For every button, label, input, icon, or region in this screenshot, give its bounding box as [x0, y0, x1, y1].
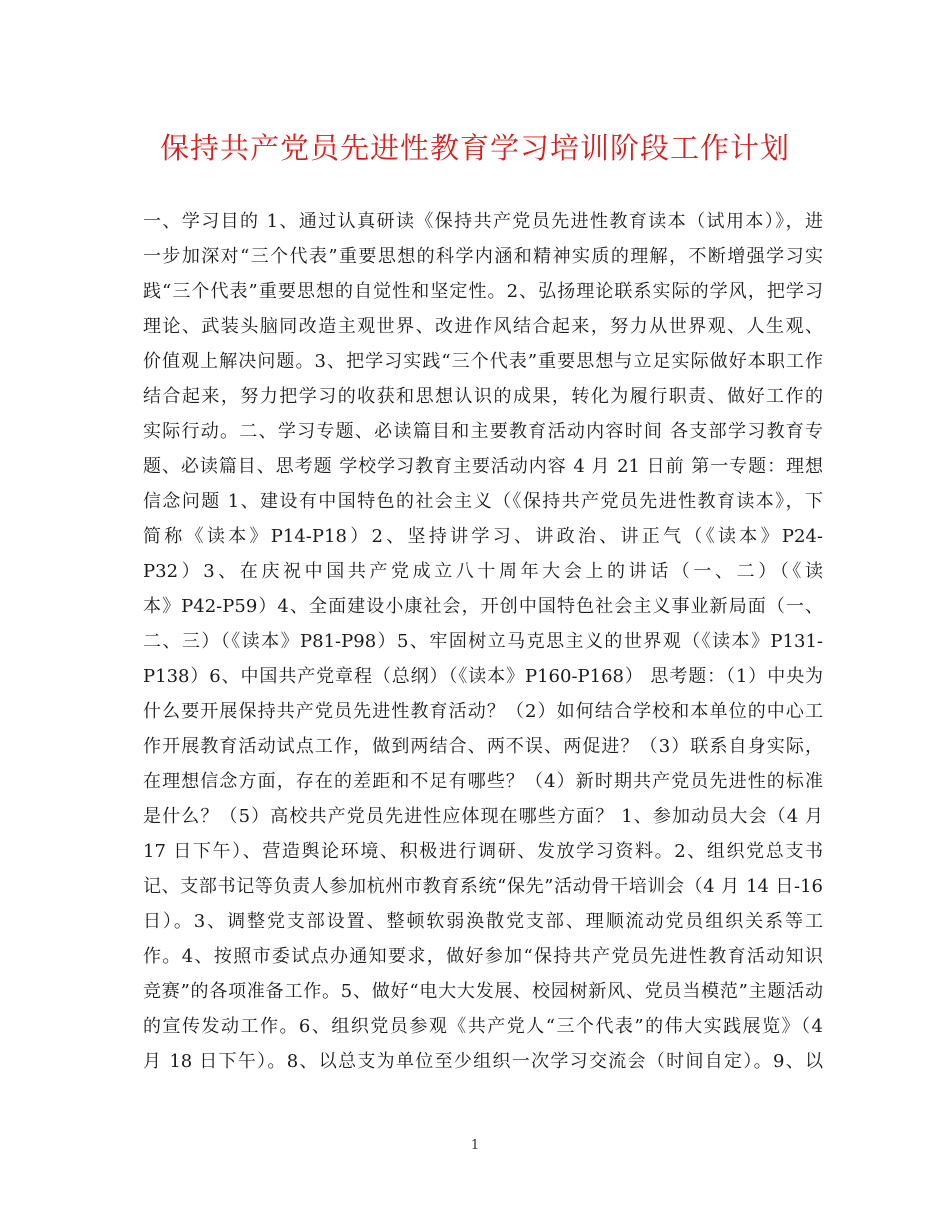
body-line: 什么要开展保持共产党员先进性教育活动？（2）如何结合学校和本单位的中心工 [143, 701, 823, 722]
body-line: 日）。3、调整党支部设置、整顿软弱涣散党支部、理顺流动党员组织关系等工 [143, 911, 823, 932]
body-line: 一步加深对“三个代表”重要思想的科学内涵和精神实质的理解，不断增强学习实 [143, 246, 823, 267]
body-line: 的宣传发动工作。6、组织党员参观《共产党人“三个代表”的伟大实践展览》（4 [143, 1016, 823, 1037]
body-line: 理论、武装头脑同改造主观世界、改进作风结合起来，努力从世界观、人生观、 [143, 316, 823, 337]
body-line: 作。4、按照市委试点办通知要求，做好参加“保持共产党员先进性教育活动知识 [143, 946, 823, 967]
body-line: 价值观上解决问题。3、把学习实践“三个代表”重要思想与立足实际做好本职工作 [143, 351, 823, 372]
body-line: 月 18 日下午）。8、以总支为单位至少组织一次学习交流会（时间自定）。9、以 [143, 1051, 823, 1072]
body-line: 竞赛”的各项准备工作。5、做好“电大大发展、校园树新风、党员当模范”主题活动 [143, 981, 823, 1002]
body-line: 践“三个代表”重要思想的自觉性和坚定性。2、弘扬理论联系实际的学风，把学习 [143, 281, 823, 302]
body-line: 是什么？（5）高校共产党员先进性应体现在哪些方面？ 1、参加动员大会（4 月 [143, 806, 823, 827]
body-line: 题、必读篇目、思考题 学校学习教育主要活动内容 4 月 21 日前 第一专题：理想 [143, 456, 823, 477]
body-line: 作开展教育活动试点工作，做到两结合、两不误、两促进？（3）联系自身实际， [143, 736, 823, 757]
body-line: 17 日下午）、营造舆论环境、积极进行调研、发放学习资料。2、组织党总支书 [143, 841, 823, 862]
body-line: 一、学习目的 1、通过认真研读《保持共产党员先进性教育读本（试用本）》，进 [143, 211, 823, 232]
body-line: 结合起来，努力把学习的收获和思想认识的成果，转化为履行职责、做好工作的 [143, 386, 823, 407]
body-line: 本》P42-P59）4、全面建设小康社会，开创中国特色社会主义事业新局面（一、 [143, 596, 823, 617]
body-line: 二、三）（《读本》P81-P98）5、牢固树立马克思主义的世界观（《读本》P131- [143, 631, 823, 652]
document-title: 保持共产党员先进性教育学习培训阶段工作计划 [159, 131, 790, 165]
body-line: 记、支部书记等负责人参加杭州市教育系统“保先”活动骨干培训会（4 月 14 日-16 [143, 876, 823, 897]
body-line: 在理想信念方面，存在的差距和不足有哪些？（4）新时期共产党员先进性的标准 [143, 771, 823, 792]
body-line: P32）3、在庆祝中国共产党成立八十周年大会上的讲话（一、二）（《读 [143, 561, 823, 582]
body-line: 实际行动。二、学习专题、必读篇目和主要教育活动内容时间 各支部学习教育专 [143, 421, 823, 442]
body-line: 简称《读本》P14-P18）2、坚持讲学习、讲政治、讲正气（《读本》P24- [143, 526, 823, 547]
page-number: 1 [470, 1138, 480, 1153]
body-line: P138）6、中国共产党章程（总纲）（《读本》P160-P168） 思考题：（1）中央为 [143, 666, 823, 687]
body-line: 信念问题 1、建设有中国特色的社会主义（《保持共产党员先进性教育读本》，下 [143, 491, 823, 512]
document-body [143, 204, 823, 1079]
